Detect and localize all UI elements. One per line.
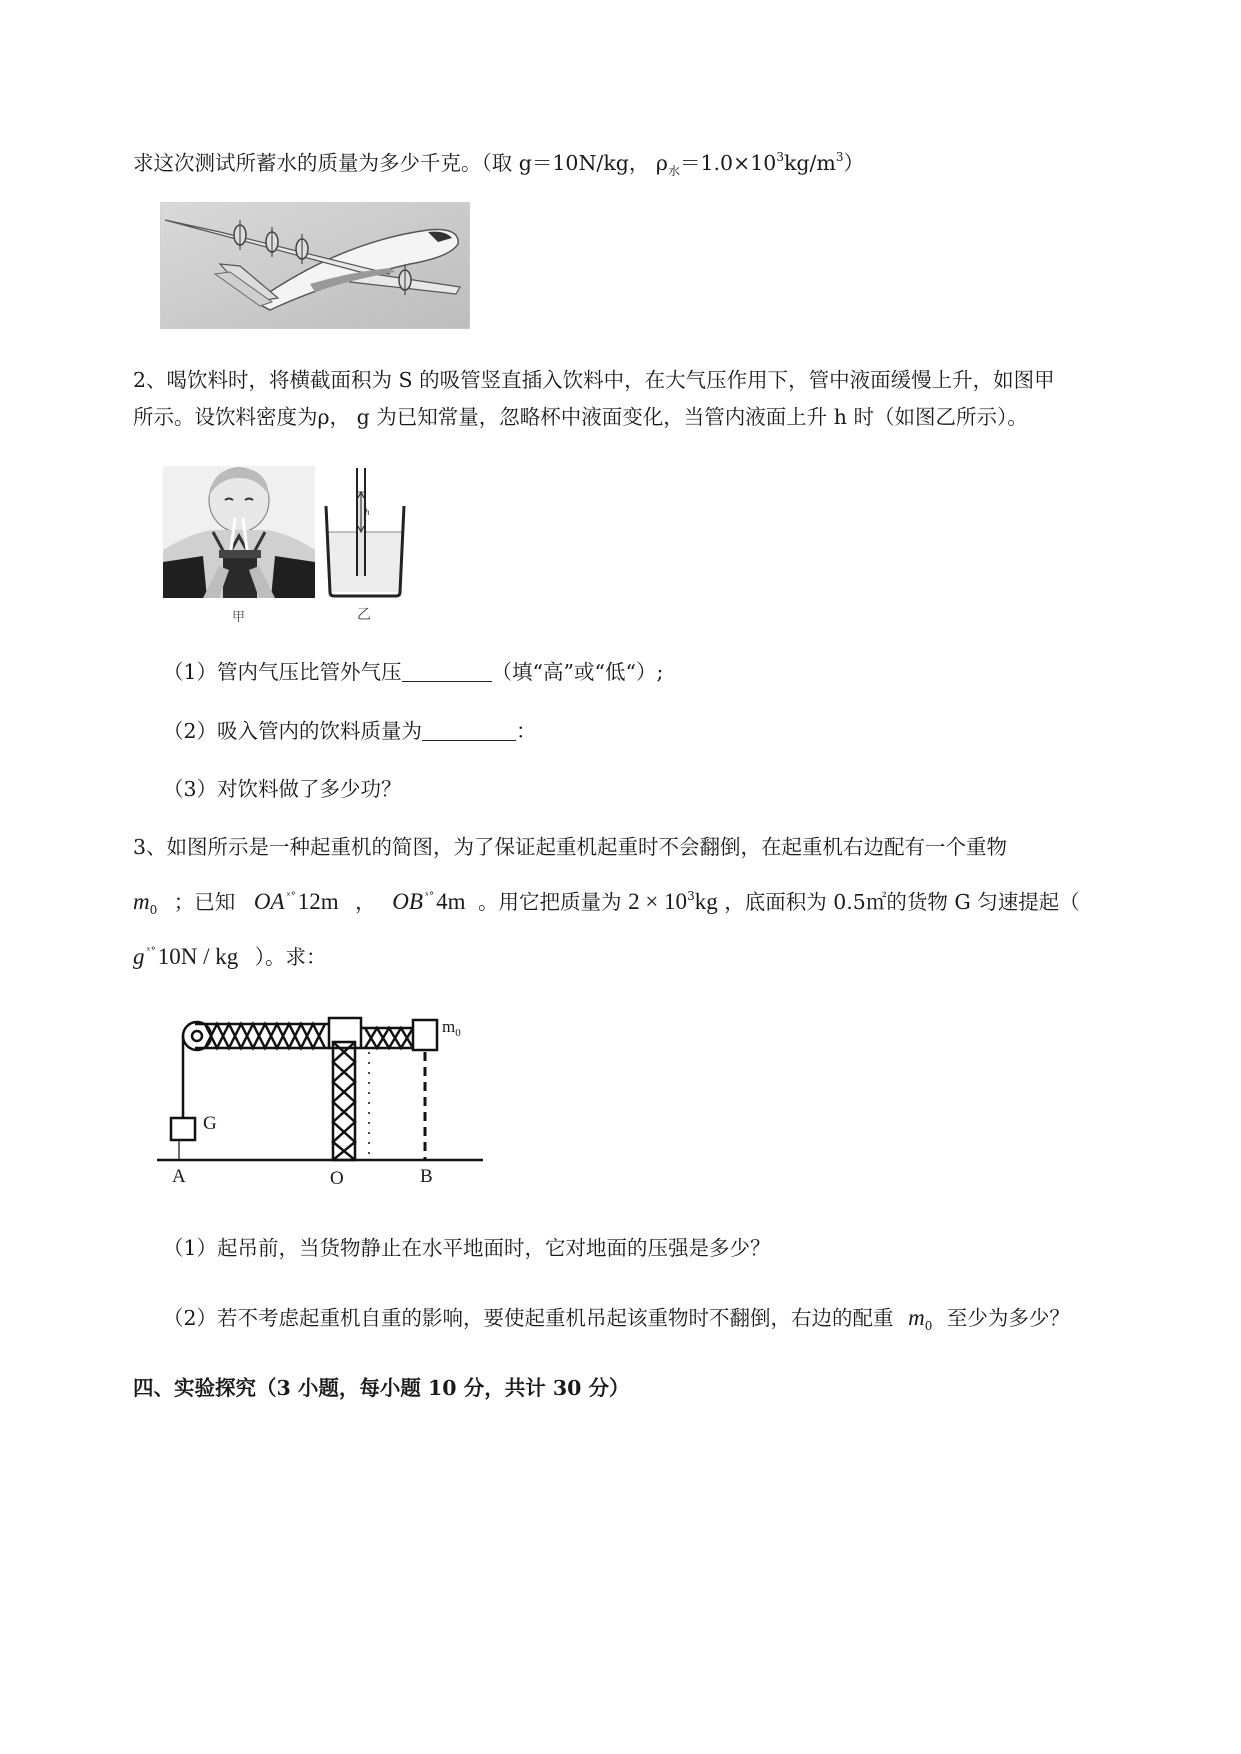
q3-sub2-text: （2）若不考虑起重机自重的影响，要使起重机吊起该重物时不翻倒，右边的配重	[163, 1306, 894, 1330]
q1-exponent-2: 3	[835, 150, 844, 164]
q1-text-3: kg/m	[783, 151, 836, 175]
q1-text-4: ）	[843, 151, 864, 175]
ob-artifact: ˣ°	[424, 891, 435, 902]
crane-diagram	[155, 1010, 485, 1194]
q2-sub2-colon: ：	[516, 719, 537, 743]
oa-symbol: OA	[253, 889, 285, 914]
crane-label-G: G	[203, 1113, 217, 1134]
m0-subscript: 0	[149, 903, 158, 917]
m0-symbol-2: m	[908, 1305, 925, 1330]
g-artifact: ˣ°	[146, 946, 156, 957]
q1-text-2: ＝1.0×10	[679, 151, 777, 175]
q3-sub1: （1）起吊前，当货物静止在水平地面时，它对地面的压强是多少？	[163, 1236, 771, 1260]
q2-sub1-text: （1）管内气压比管外气压	[163, 660, 402, 684]
crane-label-m0	[442, 1017, 461, 1039]
figure-jia-drinking-photo	[163, 466, 315, 602]
crane-label-B: B	[420, 1166, 433, 1187]
q2-sub2-answer-blank[interactable]	[422, 718, 516, 741]
q3-mid: 。用它把质量为	[478, 890, 622, 914]
ob-symbol: OB	[392, 889, 423, 914]
q2-sub3: （3）对饮料做了多少功？	[163, 777, 402, 801]
m0-symbol: m	[133, 889, 150, 914]
oa-value: 12m	[297, 889, 339, 914]
q3-sub2-tail: 至少为多少？	[946, 1306, 1070, 1330]
q1-exponent: 3	[776, 150, 784, 164]
ob-value: 4m	[436, 889, 466, 914]
q3-line-3	[133, 937, 327, 972]
figure-yi-label: 乙	[357, 607, 371, 623]
q1-tail-line	[133, 142, 864, 186]
q3-known: ；已知	[173, 890, 236, 914]
q2-sub1-hint: （填“高”或“低“）;	[491, 660, 664, 684]
rho-subscript: 水	[667, 164, 680, 178]
mass-exponent: 3	[687, 889, 695, 903]
g-symbol: g	[133, 944, 145, 969]
crane-m0-sub: 0	[455, 1027, 461, 1039]
crane-label-O: O	[330, 1168, 344, 1189]
q3-line-2: $m_0$ ；已知 OA $^{ˣ^\circ}$12m ， OB $^{ˣ^\circ}$4m 。用它把质量为 $2 \times 10^3kg$ ，底面积为 0.5㎡的货物 G 匀速提起（	[133, 889, 1080, 917]
q3-sub2	[163, 1303, 1070, 1341]
q2-sub2	[163, 716, 537, 746]
crane-m0-letter: m	[442, 1017, 456, 1036]
q2-sub2-text: （2）吸入管内的饮料质量为	[163, 719, 423, 743]
q2-line-2: 所示。设饮料密度为ρ， g 为已知常量，忽略杯中液面变化，当管内液面上升 h 时（如图乙所示）。	[133, 405, 1028, 429]
q2-sub1-answer-blank[interactable]	[402, 659, 492, 682]
section-4-title: 四、实验探究（3 小题，每小题 10 分，共计 30 分）	[133, 1376, 630, 1400]
oa-artifact: ˣ°	[286, 891, 296, 902]
g-value: 10N / kg	[157, 944, 239, 969]
figure-yi-cup-diagram	[320, 466, 410, 602]
mass-value: 2 × 10	[628, 889, 688, 914]
figure-yi-h-label: h	[365, 507, 370, 517]
q2-sub1	[163, 657, 663, 687]
crane-label-A: A	[172, 1166, 186, 1187]
airplane-image	[160, 202, 470, 333]
q2-line-1: 2、喝饮料时，将横截面积为 S 的吸管竖直插入饮料中，在大气压作用下，管中液面缓慢上升，如图甲	[133, 368, 1055, 392]
q3-area: ，底面积为 0.5㎡的货物 G 匀速提起（	[724, 890, 1080, 914]
q3-line-1: 3、如图所示是一种起重机的简图，为了保证起重机起重时不会翻倒，在起重机右边配有一个重物	[133, 835, 1008, 859]
q3-end: ）。求：	[254, 945, 327, 969]
figure-jia-label: 甲	[232, 610, 246, 625]
m0-subscript-2: 0	[924, 1319, 933, 1333]
mass-unit: kg	[694, 889, 718, 914]
q1-text: 求这次测试所蓄水的质量为多少千克。（取 g＝10N/kg， ρ	[133, 151, 668, 175]
